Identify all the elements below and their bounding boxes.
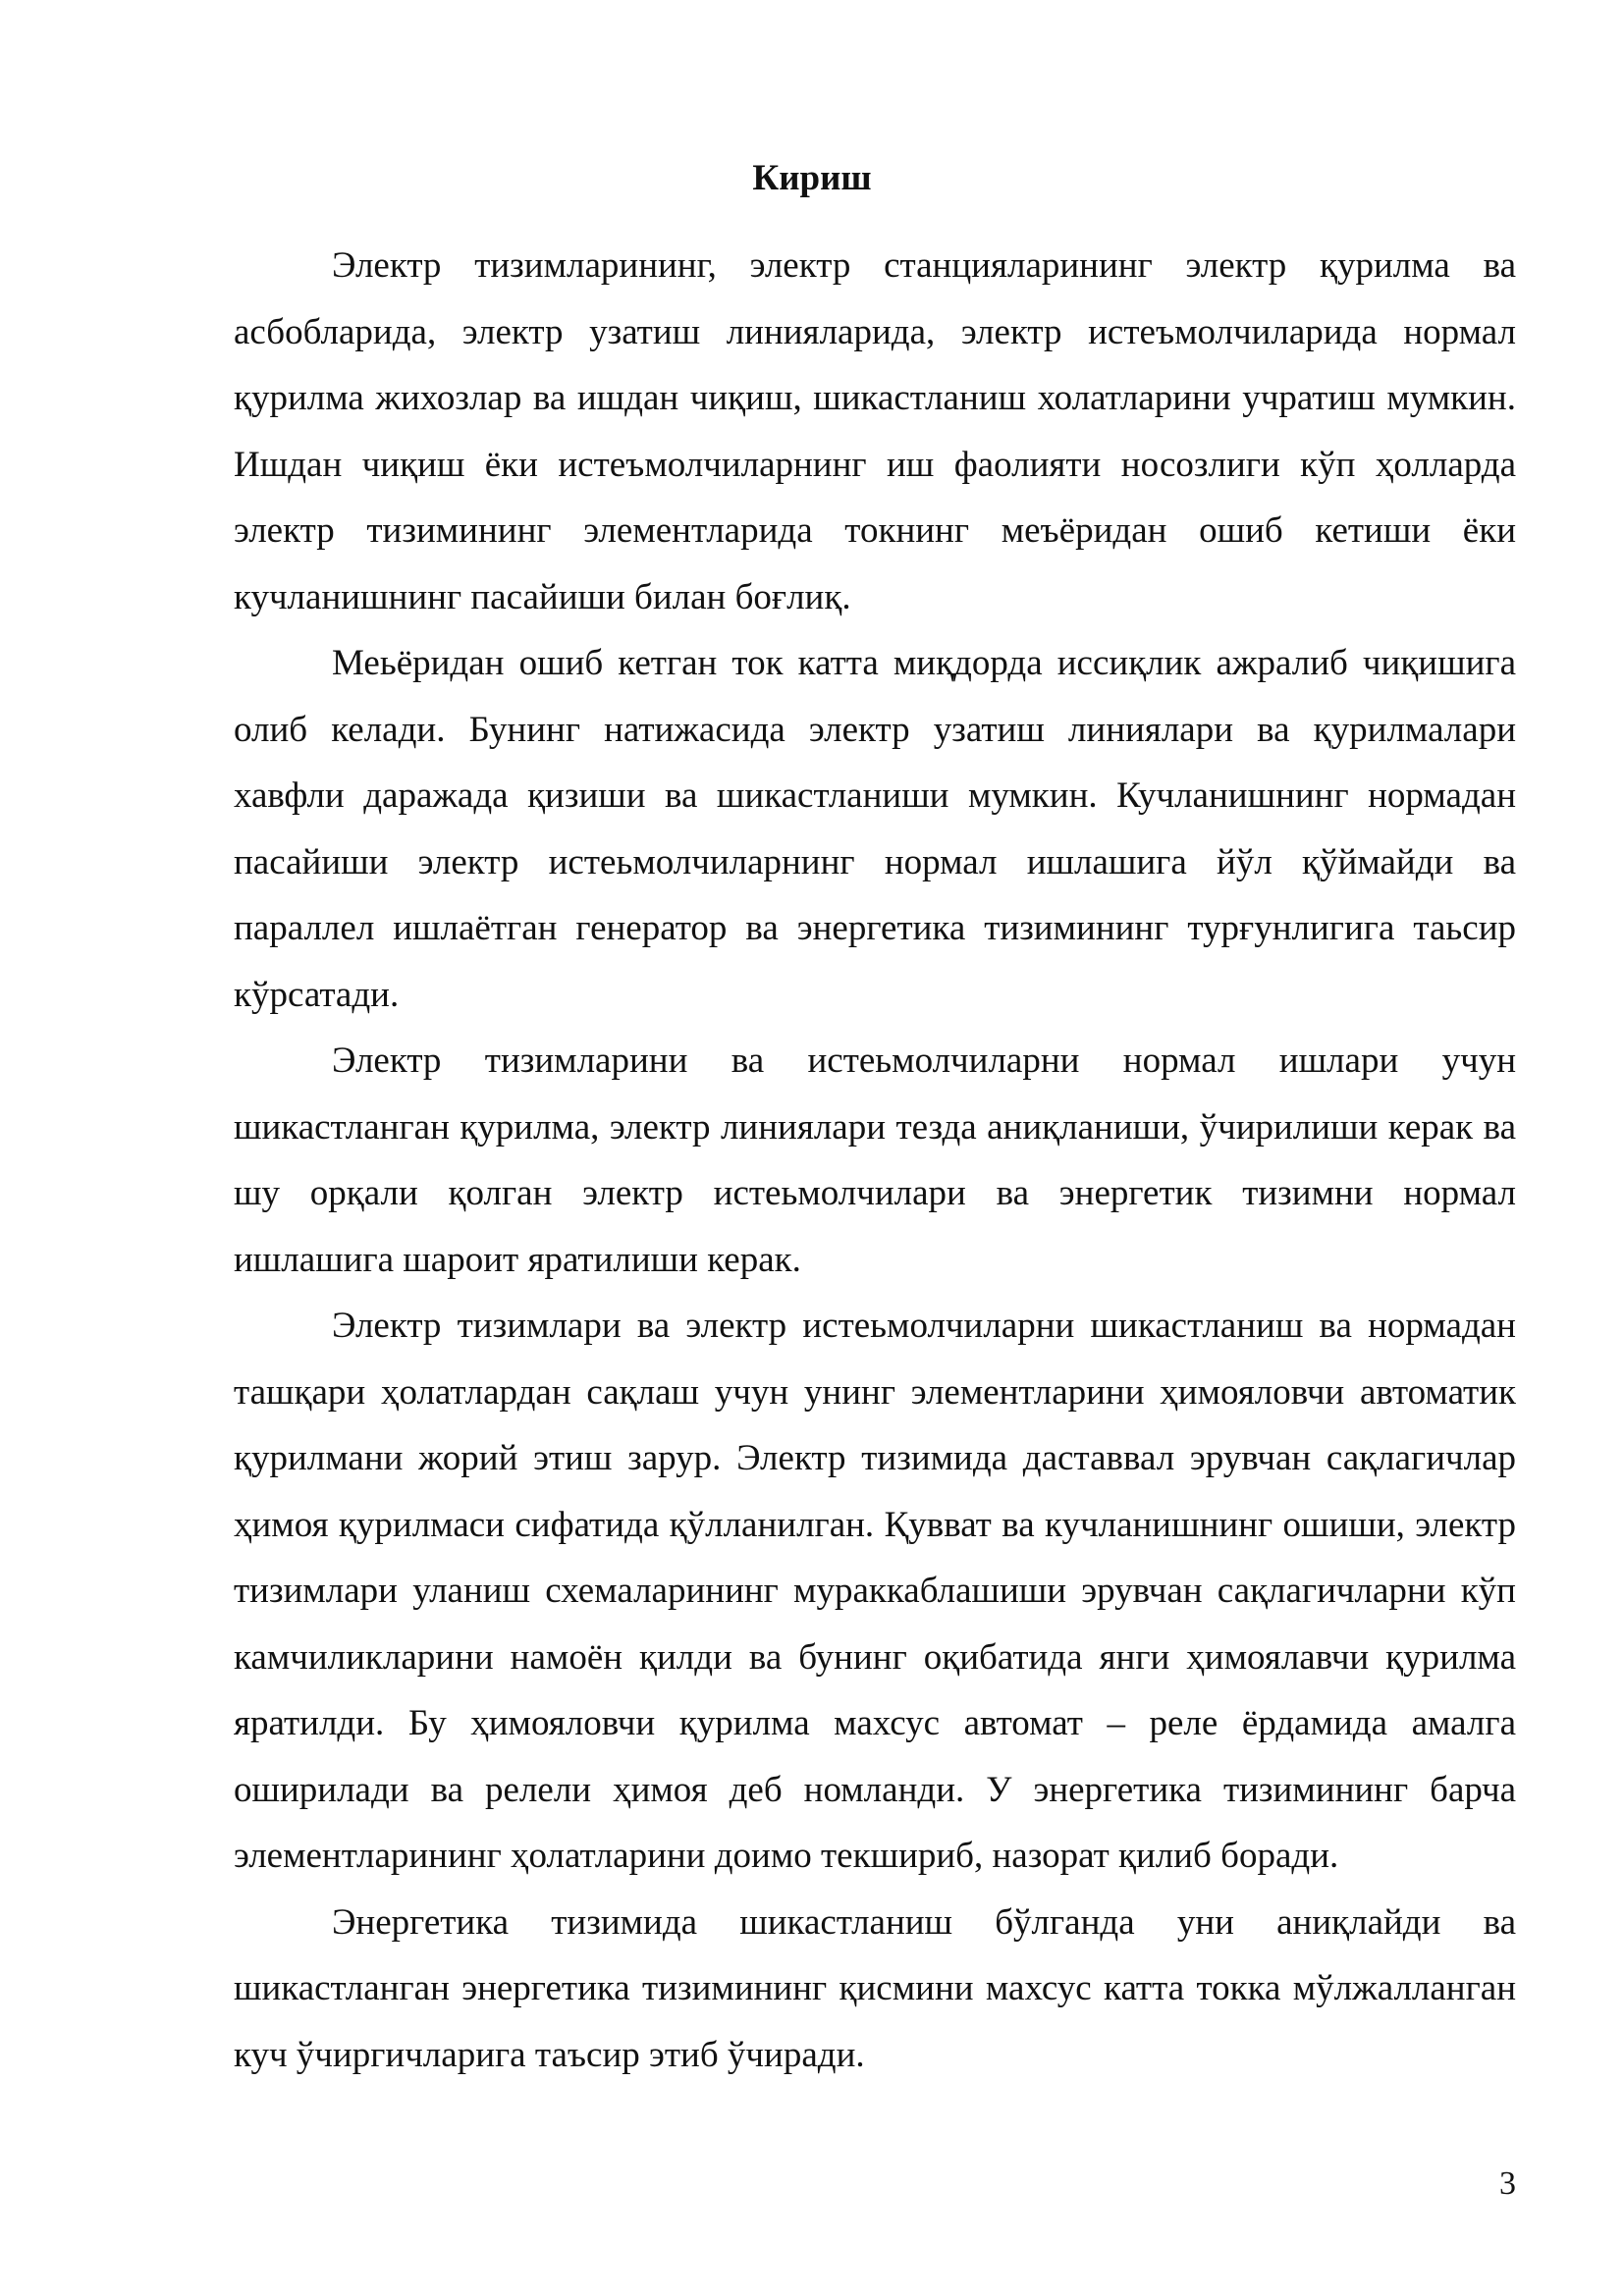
paragraph-4: Электр тизимлари ва электр истеьмолчиларни шикастланиш ва нормадан ташқари ҳолатлардан сақлаш учун унинг элементларини ҳимояловчи автоматик қурилмани жорий этиш зарур. Электр тизимида даставвал эрувчан сақлагичлар ҳимоя қурилмаси сифатида қўлланилган. Қувват ва кучланишнинг ошиши, электр тизимлари уланиш схемаларининг мураккаблашиши эрувчан сақлагичларни кўп камчиликларини намоён қилди ва бунинг оқибатида янги ҳимоялавчи қурилма яратилди. Бу ҳимояловчи қурилма махсус автомат – реле ёрдамида амалга оширилади ва релели ҳимоя деб номланди. У энергетика тизимининг барча элементларининг ҳолатларини доимо текшириб, назорат қилиб боради. (234, 1306, 1516, 1876)
paragraph-5: Энергетика тизимида шикастланиш бўлганда уни аниқлайди ва шикастланган энергетика тизимининг қисмини махсус катта токка мўлжалланган куч ўчиргичларига таъсир этиб ўчиради. (234, 1901, 1516, 2075)
body-text (234, 233, 1516, 2088)
paragraph-3: Электр тизимларини ва истеьмолчиларни нормал ишлари учун шикастланган қурилма, электр линиялари тезда аниқланиши, ўчирилиши керак ва шу орқали қолган электр истеьмолчилари ва энергетик тизимни нормал ишлашига шароит яратилиши керак. (234, 1041, 1516, 1280)
page-number: 3 (1499, 2165, 1516, 2202)
paragraph-1: Электр тизимларининг, электр станцияларининг электр қурилма ва асбобларида, электр узатиш линияларида, электр истеъмолчиларида нормал қурилма жихозлар ва ишдан чиқиш, шикастланиш холатларини учратиш мумкин. Ишдан чиқиш ёки истеъмолчиларнинг иш фаолияти носозлиги кўп ҳолларда электр тизимининг элементларида токнинг меъёридан ошиб кетиши ёки кучланишнинг пасайиши билан боғлиқ. (234, 245, 1516, 617)
paragraph-2: Меьёридан ошиб кетган ток катта миқдорда иссиқлик ажралиб чиқишига олиб келади. Бунинг натижасида электр узатиш линиялари ва қурилмалари хавфли даражада қизиши ва шикастланиши мумкин. Кучланишнинг нормадан пасайиши электр истеьмолчиларнинг нормал ишлашига йўл қўймайди ва параллел ишлаётган генератор ва энергетика тизимининг турғунлигига таьсир кўрсатади. (234, 643, 1516, 1015)
page-title: Кириш (752, 158, 872, 198)
